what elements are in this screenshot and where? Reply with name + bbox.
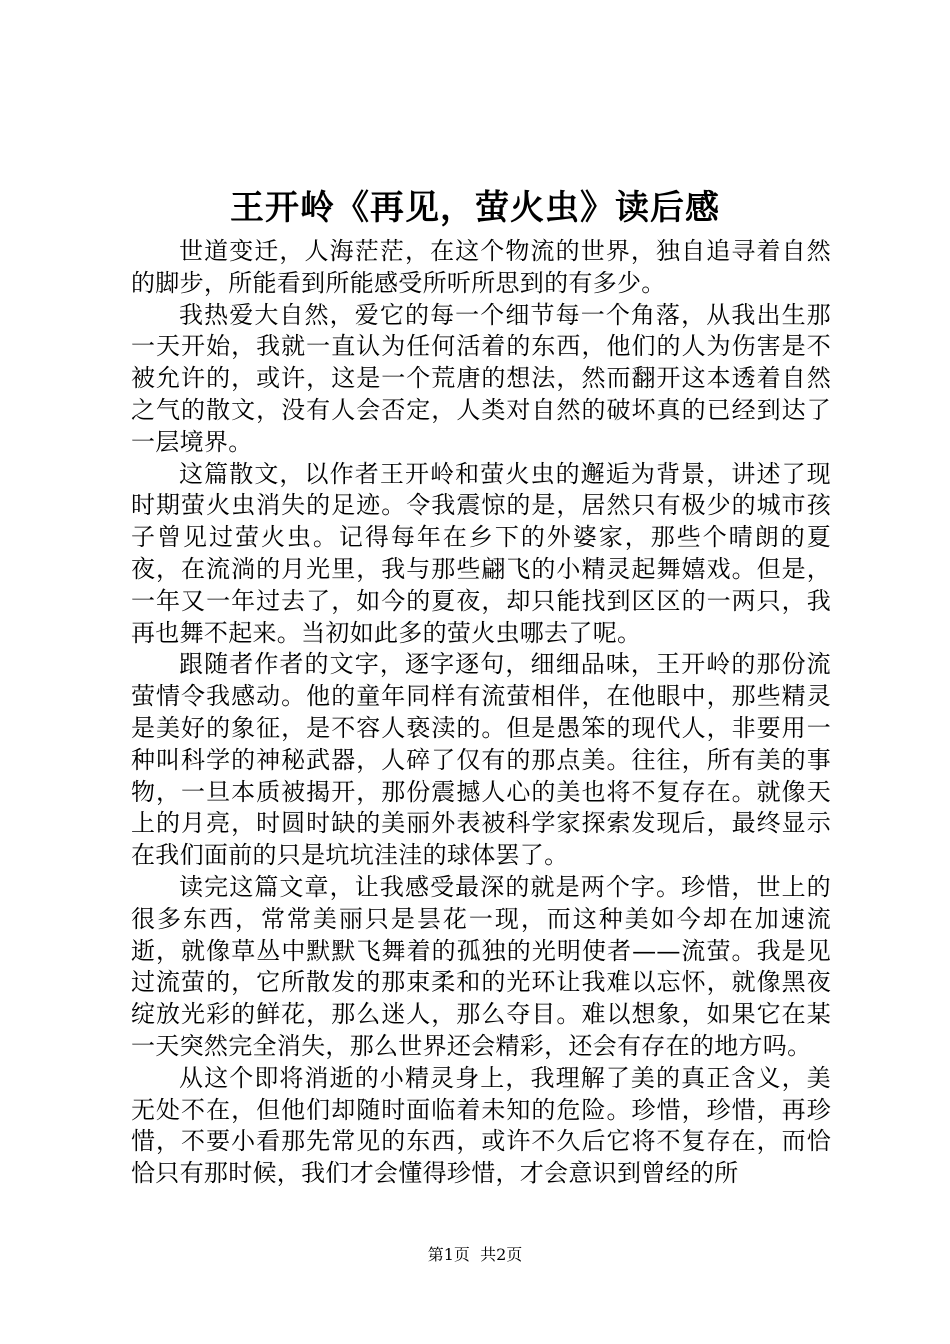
document-body <box>131 236 831 1190</box>
paragraph: 这篇散文，以作者王开岭和萤火虫的邂逅为背景，讲述了现时期萤火虫消失的足迹。令我震惊的是，居然只有极少的城市孩子曾见过萤火虫。记得每年在乡下的外婆家，那些个晴朗的夏夜，在流淌的月光里，我与那些翩飞的小精灵起舞嬉戏。但是，一年又一年过去了，如今的夏夜，却只能找到区区的一两只，我再也舞不起来。当初如此多的萤火虫哪去了呢。 <box>131 459 831 647</box>
page-number: 第1页 <box>427 1245 470 1264</box>
page-footer <box>0 1244 950 1266</box>
paragraph: 从这个即将消逝的小精灵身上，我理解了美的真正含义，美无处不在，但他们却随时面临着未知的危险。珍惜，珍惜，再珍惜，不要小看那先常见的东西，或许不久后它将不复存在，而恰恰只有那时候，我们才会懂得珍惜，才会意识到曾经的所 <box>131 1063 831 1188</box>
paragraph: 跟随者作者的文字，逐字逐句，细细品味，王开岭的那份流萤情令我感动。他的童年同样有流萤相伴，在他眼中，那些精灵是美好的象征，是不容人亵渎的。但是愚笨的现代人，非要用一种叫科学的神秘武器，人碎了仅有的那点美。往往，所有美的事物，一旦本质被揭开，那份震撼人心的美也将不复存在。就像天上的月亮，时圆时缺的美丽外表被科学家探索发现后，最终显示在我们面前的只是坑坑洼洼的球体罢了。 <box>131 650 831 870</box>
footer-spacer <box>470 1245 480 1264</box>
page-total: 共2页 <box>480 1245 523 1264</box>
paragraph: 世道变迁，人海茫茫，在这个物流的世界，独自追寻着自然的脚步，所能看到所能感受所听所思到的有多少。 <box>131 237 831 297</box>
paragraph: 我热爱大自然，爱它的每一个细节每一个角落，从我出生那一天开始，我就一直认为任何活着的东西，他们的人为伤害是不被允许的，或许，这是一个荒唐的想法，然而翻开这本透着自然之气的散文，没有人会否定，人类对自然的破坏真的已经到达了一层境界。 <box>131 300 831 456</box>
document-title: 王开岭《再见，萤火虫》读后感 <box>230 188 720 228</box>
paragraph: 读完这篇文章，让我感受最深的就是两个字。珍惜，世上的很多东西，常常美丽只是昙花一现，而这种美如今却在加速流逝，就像草丛中默默飞舞着的孤独的光明使者——流萤。我是见过流萤的，它所散发的那束柔和的光环让我难以忘怀，就像黑夜绽放光彩的鲜花，那么迷人，那么夺目。难以想象，如果它在某一天突然完全消失，那么世界还会精彩，还会有存在的地方吗。 <box>131 872 831 1060</box>
